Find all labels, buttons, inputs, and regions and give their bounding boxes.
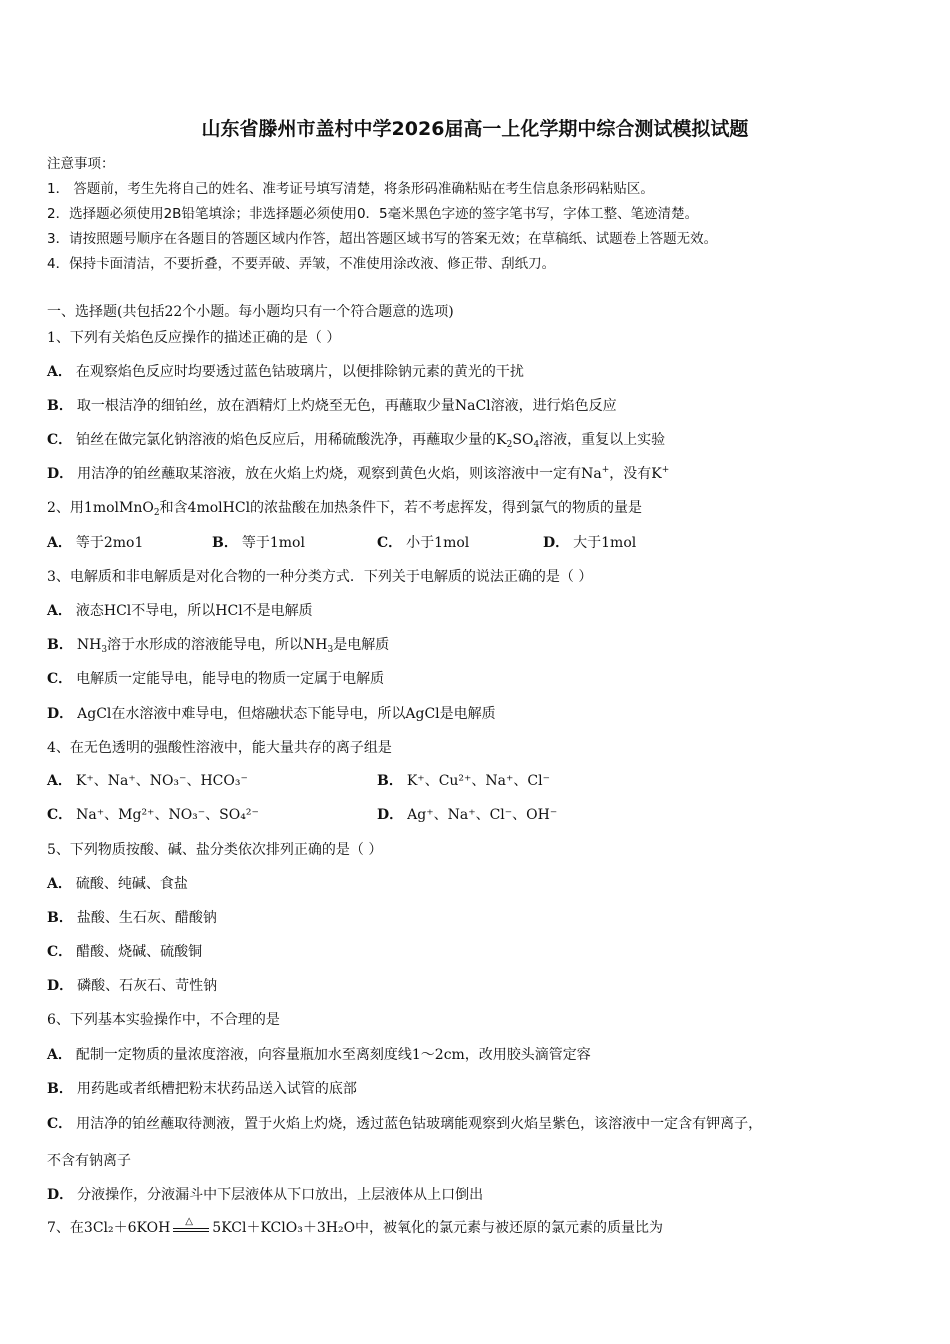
option-text: 铂丝在做完氯化钠溶液的焰色反应后，用稀硫酸洗净，再蘸取少量的K (76, 432, 507, 448)
option-text: Ag⁺、Na⁺、Cl⁻、OH⁻ (407, 807, 558, 823)
option-label: C． (47, 671, 73, 687)
option-label: C． (47, 944, 73, 960)
q7-stem (47, 1217, 663, 1237)
q2-option-c (377, 532, 469, 552)
option-label: A． (47, 603, 72, 619)
option-label: B． (47, 910, 73, 926)
q2-option-b (212, 532, 305, 552)
option-text: Na⁺、Mg²⁺、NO₃⁻、SO₄²⁻ (76, 807, 259, 823)
subscript: 4 (533, 440, 540, 450)
option-text: 溶于水形成的溶液能导电，所以NH (107, 637, 328, 653)
q4-option-a (47, 770, 248, 790)
option-text: 分液操作，分液漏斗中下层液体从下口放出，上层液体从上口倒出 (77, 1187, 484, 1203)
option-text: 醋酸、烧碱、硫酸铜 (76, 944, 203, 960)
q6-option-a (47, 1044, 591, 1064)
option-text: SO (512, 432, 534, 448)
q6-option-d (47, 1184, 483, 1204)
subscript: 2 (506, 440, 513, 450)
q2-stem (47, 497, 642, 518)
option-text: 等于2mo1 (75, 535, 144, 551)
option-text: 用洁净的铂丝蘸取某溶液，放在火焰上灼烧，观察到黄色火焰，则该溶液中一定有Na (77, 466, 602, 482)
option-text: AgCl在水溶液中难导电，但熔融状态下能导电，所以AgCl是电解质 (77, 706, 496, 722)
q6-option-b (47, 1078, 357, 1098)
q2-option-a (47, 532, 143, 552)
option-label: D． (47, 706, 74, 722)
q1-stem: 1、下列有关焰色反应操作的描述正确的是（ ） (47, 330, 341, 346)
option-label: C． (47, 432, 73, 448)
subscript: 3 (327, 645, 334, 655)
option-text: 硫酸、纯碱、食盐 (75, 876, 188, 892)
q2-option-d (543, 532, 636, 552)
option-text: K⁺、Cu²⁺、Na⁺、Cl⁻ (406, 773, 550, 789)
q1-option-b (47, 395, 617, 415)
q3-option-c (47, 668, 384, 688)
option-text: ，没有K (609, 466, 662, 482)
q4-stem: 4、在无色透明的强酸性溶液中，能大量共存的离子组是 (47, 740, 392, 756)
q5-option-a (47, 873, 188, 893)
q5-stem: 5、下列物质按酸、碱、盐分类依次排列正确的是（ ） (47, 842, 383, 858)
option-text: 液态HCl不导电，所以HCl不是电解质 (75, 603, 313, 619)
q1-option-a (47, 361, 524, 381)
subscript: 2 (153, 508, 160, 518)
superscript: + (661, 465, 670, 475)
option-text: K⁺、Na⁺、NO₃⁻、HCO₃⁻ (75, 773, 248, 789)
q3-option-a (47, 600, 313, 620)
option-label: C． (47, 807, 73, 823)
notice-item-2: 2．选择题必须使用2B铅笔填涂；非选择题必须使用0．5毫米黑色字迹的签字笔书写，字体工整、笔迹清楚。 (47, 206, 699, 222)
option-text: 是电解质 (333, 637, 390, 653)
option-label: B． (212, 535, 238, 551)
option-text: 溶液，重复以上实验 (539, 432, 666, 448)
q5-option-b (47, 907, 217, 927)
q1-option-d (47, 463, 669, 483)
heat-symbol: △ (185, 1216, 193, 1227)
notice-item-3: 3．请按照题号顺序在各题目的答题区域内作答，超出答题区域书写的答案无效；在草稿纸、试题卷上答题无效。 (47, 231, 718, 247)
q6-stem: 6、下列基本实验操作中，不合理的是 (47, 1012, 280, 1028)
q5-option-d (47, 975, 217, 995)
notice-heading: 注意事项： (47, 156, 115, 172)
option-text: 用药匙或者纸槽把粉末状药品送入试管的底部 (76, 1081, 357, 1097)
q6-option-c-cont: 不含有钠离子 (47, 1153, 131, 1169)
superscript: + (601, 465, 610, 475)
q6-option-c (47, 1113, 762, 1133)
option-label: A． (47, 773, 72, 789)
q5-option-c (47, 941, 202, 961)
option-label: D． (47, 466, 74, 482)
q4-option-b (377, 770, 550, 790)
option-text: 等于1mol (241, 535, 305, 551)
section-heading: 一、选择题(共包括22个小题。每小题均只有一个符合题意的选项) (47, 304, 454, 320)
q4-option-d (377, 804, 557, 824)
option-label: C． (47, 1116, 73, 1132)
option-text: 大于1mol (573, 535, 637, 551)
option-label: A． (47, 364, 72, 380)
option-text: NH (76, 637, 102, 653)
q3-option-b (47, 634, 389, 655)
q3-stem: 3、电解质和非电解质是对化合物的一种分类方式．下列关于电解质的说法正确的是（ ） (47, 569, 593, 585)
option-text: 取一根洁净的细铂丝，放在酒精灯上灼烧至无色，再蘸取少量NaCl溶液，进行焰色反应 (76, 398, 617, 414)
option-text: 用洁净的铂丝蘸取待测液，置于火焰上灼烧，透过蓝色钴玻璃能观察到火焰呈紫色，该溶液中一定含有钾离子， (76, 1116, 763, 1132)
option-label: B． (47, 1081, 73, 1097)
option-text: 磷酸、石灰石、苛性钠 (77, 978, 218, 994)
option-label: D． (377, 807, 404, 823)
stem-text: 7、在3Cl₂＋6KOH (47, 1220, 171, 1236)
page-title: 山东省滕州市盖村中学2026届高一上化学期中综合测试模拟试题 (201, 118, 749, 140)
option-text: 配制一定物质的量浓度溶液，向容量瓶加水至离刻度线1～2cm，改用胶头滴管定容 (75, 1047, 591, 1063)
option-label: B． (47, 637, 73, 653)
option-text: 电解质一定能导电，能导电的物质一定属于电解质 (76, 671, 385, 687)
subscript: 3 (101, 645, 108, 655)
option-label: D． (47, 1187, 74, 1203)
stem-text: 2、用1molMnO (47, 500, 154, 516)
option-label: C． (377, 535, 403, 551)
option-label: B． (47, 398, 73, 414)
option-label: D． (543, 535, 570, 551)
option-text: 小于1mol (406, 535, 470, 551)
notice-item-1: 1． 答题前，考生先将自己的姓名、准考证号填写清楚，将条形码准确粘贴在考生信息条形码粘贴区。 (47, 181, 654, 197)
option-label: A． (47, 876, 72, 892)
stem-text: 5KCl＋KClO₃＋3H₂O中，被氧化的氯元素与被还原的氯元素的质量比为 (212, 1220, 664, 1236)
reaction-arrow (173, 1216, 209, 1236)
option-label: B． (377, 773, 403, 789)
q4-option-c (47, 804, 259, 824)
stem-text: 和含4molHCl的浓盐酸在加热条件下，若不考虑挥发，得到氯气的物质的量是 (159, 500, 643, 516)
q3-option-d (47, 703, 496, 723)
q1-option-c (47, 429, 665, 450)
option-label: A． (47, 1047, 72, 1063)
option-text: 盐酸、生石灰、醋酸钠 (76, 910, 217, 926)
option-text: 在观察焰色反应时均要透过蓝色钴玻璃片，以便排除钠元素的黄光的干扰 (75, 364, 524, 380)
option-label: A． (47, 535, 72, 551)
option-label: D． (47, 978, 74, 994)
notice-item-4: 4．保持卡面清洁，不要折叠，不要弄破、弄皱，不准使用涂改液、修正带、刮纸刀。 (47, 256, 556, 272)
